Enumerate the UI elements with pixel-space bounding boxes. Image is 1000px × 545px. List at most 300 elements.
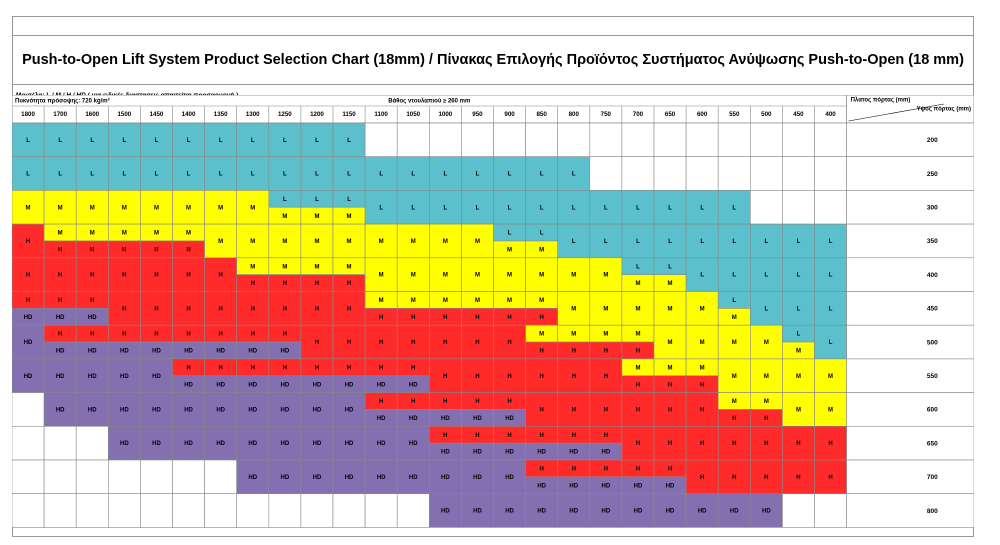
cell-label: HD [344, 407, 354, 414]
height-cell [847, 224, 974, 258]
cell-label-upper: H [250, 331, 255, 338]
cell-label: H [571, 373, 576, 380]
cell-label-lower: HD [280, 382, 290, 389]
cell-label-lower: HD [184, 382, 193, 389]
cell-label: M [378, 272, 384, 279]
width-tick: 400 [825, 111, 836, 119]
cell-label: L [507, 205, 512, 212]
cell-label: M [121, 205, 127, 212]
cell-label: HD [87, 407, 97, 414]
cell-label: HD [633, 508, 643, 515]
empty-cell [654, 123, 686, 157]
cell-label-upper: H [539, 466, 544, 473]
cell-label-upper: H [603, 432, 609, 439]
cell-label: HD [473, 474, 482, 481]
cell-label-upper: H [218, 365, 223, 372]
cell-label-lower: HD [87, 314, 97, 321]
cell-label: M [603, 272, 609, 279]
cell-label-lower: HD [87, 348, 97, 355]
cell-label: L [475, 171, 480, 178]
empty-cell [397, 123, 429, 157]
cell-label: HD [312, 474, 322, 481]
cell-label-lower: M [282, 213, 288, 220]
width-tick: 750 [600, 111, 612, 119]
depth-label: Βάθος ντουλαπιού ≥ 260 mm [388, 98, 471, 105]
cell-label: L [347, 137, 351, 144]
cell-label-lower: HD [55, 348, 65, 355]
cell-label: L [315, 171, 319, 178]
cell-label: H [122, 306, 127, 313]
cell-label-lower: H [378, 314, 384, 321]
empty-cell [558, 123, 590, 157]
cell-label-upper: L [507, 230, 512, 237]
cell-label: H [796, 474, 801, 481]
cell-label: H [603, 407, 609, 414]
empty-cell [12, 393, 44, 427]
empty-cell [269, 494, 301, 528]
cell-label-lower: H [122, 247, 127, 254]
cell-label-lower: H [635, 382, 641, 389]
cell-label-lower: H [90, 247, 95, 254]
cell-label-upper: H [378, 365, 384, 372]
cell-label: M [442, 239, 448, 246]
empty-cell [365, 123, 397, 157]
cell-label-lower: H [764, 415, 769, 422]
cell-label-lower: HD [55, 314, 65, 321]
cell-label: HD [312, 441, 322, 448]
cell-label: M [571, 306, 577, 313]
cell-label-lower: HD [537, 483, 546, 490]
cell-label: H [732, 474, 737, 481]
cell-label: L [379, 171, 383, 178]
cell-label: H [122, 272, 127, 279]
height-tick: 200 [926, 137, 938, 145]
cell-label: M [218, 205, 224, 212]
cell-label: H [667, 441, 673, 448]
cell-label: HD [473, 508, 482, 515]
empty-cell [44, 426, 76, 460]
empty-cell [397, 494, 429, 528]
empty-cell [750, 157, 782, 191]
width-tick: 700 [632, 111, 644, 119]
cell-label: M [667, 306, 673, 313]
cell-label: HD [665, 508, 675, 515]
height-tick: 600 [926, 406, 938, 414]
cell-label: L [154, 171, 159, 178]
height-axis-label: Υψος πόρτας (mm) [916, 106, 971, 113]
cell-label-lower: HD [441, 415, 450, 422]
cell-label: HD [184, 407, 193, 414]
cell-label: H [475, 373, 480, 380]
cell-label: M [186, 205, 192, 212]
cell-label: L [507, 171, 512, 178]
cell-label: L [828, 306, 833, 313]
title-row [13, 35, 973, 85]
cell-label: HD [152, 373, 161, 380]
cell-label: HD [697, 508, 707, 515]
cell-label: M [603, 306, 609, 313]
width-tick: 600 [696, 111, 708, 119]
cell-label: M [763, 340, 769, 347]
cell-label: H [571, 407, 576, 414]
cell-label: M [828, 407, 834, 414]
cell-label: HD [248, 407, 258, 414]
cell-label: L [668, 239, 672, 246]
cell-label-lower: H [732, 415, 737, 422]
height-tick: 500 [926, 339, 938, 347]
cell-label: M [250, 205, 256, 212]
cell-label: H [443, 373, 448, 380]
cell-label-upper: M [250, 264, 256, 271]
cell-label: M [667, 340, 673, 347]
cell-label: L [828, 239, 833, 246]
cell-label-lower: M [635, 281, 641, 288]
cell-label: L [539, 205, 544, 212]
cell-label-upper: M [763, 399, 769, 406]
width-tick: 1200 [310, 111, 324, 119]
cell-label: M [635, 306, 641, 313]
empty-cell [782, 157, 814, 191]
cell-label-upper: M [314, 264, 320, 271]
cell-label: HD [55, 407, 65, 414]
cell-label-lower: HD [344, 382, 354, 389]
cell-label-upper: M [603, 331, 609, 338]
cell-label-upper: H [635, 466, 641, 473]
cell-label-upper: M [571, 331, 577, 338]
cell-label: L [700, 272, 704, 279]
empty-cell [782, 123, 814, 157]
height-tick: 450 [926, 305, 938, 313]
cell-label: HD [441, 474, 450, 481]
cell-label: L [218, 137, 223, 144]
cell-label: H [732, 441, 737, 448]
cell-label-lower: H [154, 247, 159, 254]
cell-label-lower: H [443, 314, 448, 321]
cell-label: HD [152, 441, 161, 448]
cell-label: L [796, 272, 801, 279]
width-tick: 650 [664, 111, 676, 119]
cell-label-lower: HD [441, 449, 450, 456]
cell-label-lower: HD [248, 348, 258, 355]
cell-label-lower: M [346, 213, 352, 220]
width-tick: 1350 [213, 111, 228, 119]
empty-cell [76, 426, 108, 460]
cell-label: M [763, 373, 769, 380]
height-cell [847, 426, 974, 460]
cell-label: M [474, 239, 480, 246]
empty-cell [815, 190, 847, 224]
cell-label-upper: H [122, 331, 127, 338]
cell-label: M [25, 205, 31, 212]
height-tick: 350 [926, 238, 938, 246]
cell-label: M [699, 340, 705, 347]
cell-label-upper: L [732, 298, 737, 305]
cell-label-upper: M [731, 399, 737, 406]
cell-label-lower: HD [312, 382, 322, 389]
cell-label-lower: HD [569, 483, 579, 490]
cell-label: L [26, 137, 30, 144]
empty-cell [590, 157, 622, 191]
cell-label-lower: M [507, 247, 513, 254]
empty-cell [140, 460, 172, 494]
cell-label: M [507, 272, 513, 279]
height-tick: 650 [926, 440, 938, 448]
cell-label-upper: L [315, 196, 319, 203]
cell-label: L [90, 137, 95, 144]
cell-label: H [475, 340, 480, 347]
cell-label: HD [120, 373, 129, 380]
cell-label-lower: HD [505, 415, 514, 422]
cell-label: H [250, 306, 255, 313]
cell-label-upper: H [282, 331, 288, 338]
cell-label-upper: H [571, 432, 576, 439]
cell-label: M [282, 239, 288, 246]
cell-label: HD [55, 373, 65, 380]
cell-label: HD [344, 441, 354, 448]
cell-label: M [442, 272, 448, 279]
selection-table [12, 95, 974, 537]
cell-label: M [153, 205, 159, 212]
cell-label: M [828, 373, 834, 380]
cell-label-upper: H [346, 365, 352, 372]
cell-label-upper: H [443, 432, 448, 439]
width-tick: 1300 [245, 111, 260, 119]
cell-label-lower: M [731, 314, 737, 321]
cell-label: HD [152, 407, 161, 414]
cell-label-upper: L [668, 264, 672, 271]
empty-cell [815, 157, 847, 191]
cell-label: H [828, 474, 833, 481]
cell-label-upper: H [57, 331, 63, 338]
cell-label: HD [120, 407, 129, 414]
cell-label-lower: H [667, 382, 673, 389]
cell-label: HD [376, 441, 386, 448]
cell-label-upper: M [539, 331, 545, 338]
cell-label: M [250, 239, 256, 246]
cell-label: H [218, 272, 223, 279]
cell-label: L [443, 171, 448, 178]
width-tick: 1250 [277, 111, 292, 119]
cell-label-upper: M [282, 264, 288, 271]
empty-cell [686, 123, 718, 157]
cell-label: L [58, 137, 62, 144]
cell-label-lower: HD [601, 449, 611, 456]
cell-label: M [474, 272, 480, 279]
empty-cell [205, 460, 237, 494]
cell-label: HD [23, 373, 33, 380]
density-label: Πυκνότητα πρόσοψης: 720 kg/m³ [15, 98, 110, 105]
cell-label: H [796, 441, 801, 448]
width-tick: 500 [761, 111, 772, 119]
cell-label: L [411, 171, 416, 178]
cell-label-upper: M [57, 230, 63, 237]
width-tick: 850 [536, 111, 547, 119]
cell-label-upper: L [636, 264, 640, 271]
empty-cell [205, 494, 237, 528]
empty-cell [622, 157, 654, 191]
cell-label-upper: L [796, 331, 801, 338]
width-tick: 950 [472, 111, 483, 119]
empty-cell [76, 460, 108, 494]
cell-label: HD [248, 474, 258, 481]
cell-label: HD [184, 441, 193, 448]
cell-label: H [539, 407, 544, 414]
cell-label: L [154, 137, 159, 144]
cell-label: HD [729, 508, 739, 515]
cell-label: HD [441, 508, 450, 515]
cell-label: L [764, 272, 769, 279]
height-cell [847, 393, 974, 427]
cell-label: L [283, 171, 287, 178]
cell-label: HD [505, 508, 514, 515]
cell-label: H [828, 441, 833, 448]
empty-cell [108, 460, 140, 494]
cell-label: L [90, 171, 95, 178]
cell-label-upper: M [378, 298, 384, 305]
empty-cell [108, 494, 140, 528]
cell-label: L [315, 137, 319, 144]
cell-label: M [346, 239, 352, 246]
header-band [12, 95, 974, 123]
cell-label: H [346, 340, 352, 347]
cell-label-upper: M [667, 365, 673, 372]
cell-label-upper: H [154, 331, 159, 338]
width-tick: 1600 [85, 111, 100, 119]
cell-label: M [699, 306, 705, 313]
cell-label-upper: H [186, 331, 191, 338]
cell-label: L [732, 272, 737, 279]
cell-label: M [795, 373, 801, 380]
cell-label-upper: H [571, 466, 576, 473]
cell-label: H [539, 373, 544, 380]
cell-label-upper: M [153, 230, 159, 237]
cell-label: H [443, 340, 448, 347]
cell-label: L [732, 205, 737, 212]
cell-label-upper: H [57, 298, 63, 305]
cell-label: H [218, 306, 223, 313]
cell-label-upper: H [475, 432, 480, 439]
cell-label-lower: HD [120, 348, 129, 355]
cell-label: HD [569, 508, 579, 515]
empty-cell [365, 494, 397, 528]
height-cell [847, 359, 974, 393]
empty-cell [429, 123, 461, 157]
cell-label-upper: H [314, 365, 320, 372]
cell-label: HD [216, 441, 225, 448]
height-tick: 300 [926, 204, 938, 212]
cell-label-lower: HD [473, 449, 482, 456]
empty-cell [301, 494, 333, 528]
cell-label: H [25, 239, 31, 246]
cell-label: M [57, 205, 63, 212]
empty-cell [12, 494, 44, 528]
cell-label-upper: M [89, 230, 95, 237]
cell-label-lower: H [603, 348, 609, 355]
cell-label-lower: H [314, 281, 320, 288]
cell-label-upper: H [443, 399, 448, 406]
cell-label: HD [537, 508, 546, 515]
cell-label: H [764, 441, 769, 448]
empty-cell [718, 157, 750, 191]
cell-label: L [796, 239, 801, 246]
empty-cell [461, 123, 493, 157]
cell-label: M [218, 239, 224, 246]
cell-label-upper: H [411, 399, 416, 406]
cell-label-lower: HD [601, 483, 611, 490]
cell-label: L [796, 306, 801, 313]
cell-label: H [507, 340, 512, 347]
cell-label: H [186, 272, 191, 279]
cell-label: HD [120, 441, 129, 448]
empty-cell [44, 460, 76, 494]
cell-label: M [89, 205, 95, 212]
height-cell [847, 123, 974, 157]
empty-cell [12, 426, 44, 460]
empty-cell [526, 123, 558, 157]
empty-cell [815, 123, 847, 157]
cell-label: H [378, 340, 384, 347]
cell-label-upper: H [507, 432, 512, 439]
width-tick: 1050 [406, 111, 421, 119]
cell-label: H [411, 340, 416, 347]
cell-label-upper: H [90, 298, 95, 305]
cell-label: H [154, 306, 159, 313]
empty-cell [494, 123, 526, 157]
cell-label-lower: HD [537, 449, 546, 456]
cell-label: HD [344, 474, 354, 481]
cell-label-upper: H [507, 399, 512, 406]
cell-label: HD [87, 373, 97, 380]
height-cell [847, 494, 974, 528]
cell-label-upper: L [347, 196, 351, 203]
width-tick: 1000 [438, 111, 453, 119]
cell-label-lower: H [635, 348, 641, 355]
cell-label: L [764, 239, 769, 246]
empty-cell [686, 157, 718, 191]
cell-label: L [828, 340, 833, 347]
empty-cell [333, 494, 365, 528]
cell-label: L [764, 306, 769, 313]
height-cell [847, 460, 974, 494]
cell-label: H [314, 340, 320, 347]
cell-label: HD [601, 508, 611, 515]
cell-label-lower: HD [152, 348, 161, 355]
cell-label-upper: H [250, 365, 255, 372]
cell-label: L [186, 171, 191, 178]
cell-label: HD [505, 474, 514, 481]
cell-label-lower: H [346, 281, 352, 288]
cell-label-lower: HD [473, 415, 482, 422]
cell-label-lower: H [475, 314, 480, 321]
empty-cell [173, 460, 205, 494]
cell-label: L [571, 239, 576, 246]
cell-label: H [186, 306, 191, 313]
cell-label: HD [312, 407, 322, 414]
cell-label-upper: M [346, 264, 352, 271]
cell-label-lower: HD [23, 314, 33, 321]
width-tick: 800 [568, 111, 579, 119]
width-tick: 1100 [374, 111, 388, 119]
cell-label: HD [408, 441, 418, 448]
cell-label: L [347, 171, 351, 178]
cell-label-lower: HD [408, 382, 418, 389]
cell-label: L [122, 137, 127, 144]
height-tick: 550 [926, 372, 938, 380]
empty-cell [237, 494, 269, 528]
cell-label-upper: M [410, 298, 416, 305]
cell-label: HD [280, 441, 290, 448]
width-tick: 1800 [21, 111, 35, 119]
